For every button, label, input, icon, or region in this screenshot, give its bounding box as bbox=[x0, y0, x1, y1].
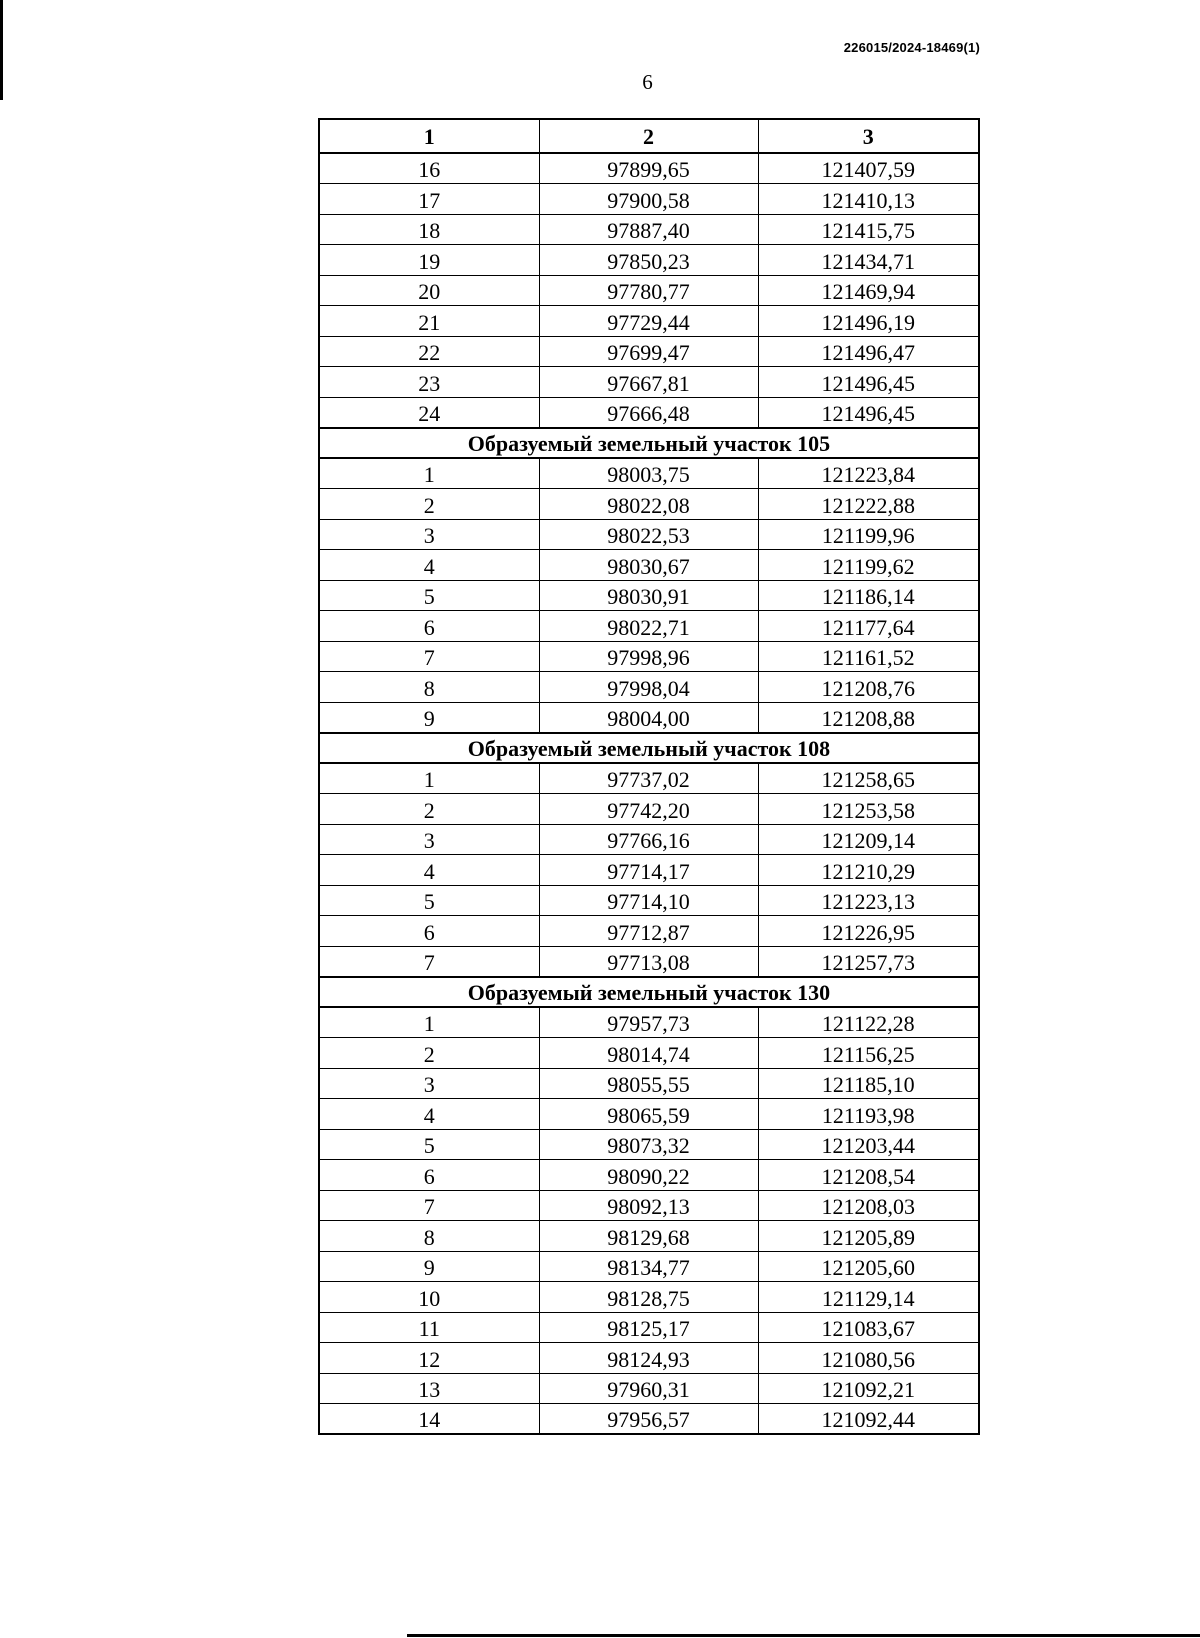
x-coordinate-cell: 98003,75 bbox=[539, 458, 758, 489]
x-coordinate-cell: 98124,93 bbox=[539, 1343, 758, 1374]
point-number-cell: 8 bbox=[319, 672, 539, 703]
y-coordinate-cell: 121080,56 bbox=[758, 1343, 979, 1374]
table-row bbox=[319, 550, 979, 581]
x-coordinate-cell: 97960,31 bbox=[539, 1373, 758, 1404]
document-number: 226015/2024-18469(1) bbox=[843, 40, 980, 55]
table-row bbox=[319, 916, 979, 947]
y-coordinate-cell: 121177,64 bbox=[758, 611, 979, 642]
table-row bbox=[319, 672, 979, 703]
point-number-cell: 3 bbox=[319, 519, 539, 550]
table-row bbox=[319, 397, 979, 428]
y-coordinate-cell: 121253,58 bbox=[758, 794, 979, 825]
x-coordinate-cell: 97729,44 bbox=[539, 306, 758, 337]
x-coordinate-cell: 98004,00 bbox=[539, 702, 758, 733]
x-coordinate-cell: 97714,10 bbox=[539, 885, 758, 916]
point-number-cell: 4 bbox=[319, 550, 539, 581]
x-coordinate-cell: 98055,55 bbox=[539, 1068, 758, 1099]
y-coordinate-cell: 121205,89 bbox=[758, 1221, 979, 1252]
x-coordinate-cell: 97737,02 bbox=[539, 763, 758, 794]
table-row bbox=[319, 1129, 979, 1160]
x-coordinate-cell: 97699,47 bbox=[539, 336, 758, 367]
point-number-cell: 6 bbox=[319, 916, 539, 947]
table-row bbox=[319, 641, 979, 672]
x-coordinate-cell: 98125,17 bbox=[539, 1312, 758, 1343]
x-coordinate-cell: 98092,13 bbox=[539, 1190, 758, 1221]
point-number-cell: 5 bbox=[319, 885, 539, 916]
table-row bbox=[319, 1404, 979, 1435]
x-coordinate-cell: 98065,59 bbox=[539, 1099, 758, 1130]
table-row bbox=[319, 1221, 979, 1252]
point-number-cell: 5 bbox=[319, 1129, 539, 1160]
section-header-row bbox=[319, 428, 979, 459]
x-coordinate-cell: 97899,65 bbox=[539, 153, 758, 184]
y-coordinate-cell: 121415,75 bbox=[758, 214, 979, 245]
table-row bbox=[319, 1373, 979, 1404]
y-coordinate-cell: 121410,13 bbox=[758, 184, 979, 215]
section-title: Образуемый земельный участок 108 bbox=[319, 733, 979, 764]
y-coordinate-cell: 121208,03 bbox=[758, 1190, 979, 1221]
point-number-cell: 6 bbox=[319, 611, 539, 642]
x-coordinate-cell: 97998,04 bbox=[539, 672, 758, 703]
column-header-point: 1 bbox=[319, 119, 539, 153]
x-coordinate-cell: 98022,71 bbox=[539, 611, 758, 642]
y-coordinate-cell: 121185,10 bbox=[758, 1068, 979, 1099]
table-row bbox=[319, 1007, 979, 1038]
y-coordinate-cell: 121199,62 bbox=[758, 550, 979, 581]
y-coordinate-cell: 121083,67 bbox=[758, 1312, 979, 1343]
point-number-cell: 8 bbox=[319, 1221, 539, 1252]
y-coordinate-cell: 121122,28 bbox=[758, 1007, 979, 1038]
y-coordinate-cell: 121496,19 bbox=[758, 306, 979, 337]
table-row bbox=[319, 245, 979, 276]
table-row bbox=[319, 611, 979, 642]
section-header-row bbox=[319, 977, 979, 1008]
point-number-cell: 24 bbox=[319, 397, 539, 428]
point-number-cell: 1 bbox=[319, 1007, 539, 1038]
point-number-cell: 4 bbox=[319, 855, 539, 886]
y-coordinate-cell: 121161,52 bbox=[758, 641, 979, 672]
y-coordinate-cell: 121199,96 bbox=[758, 519, 979, 550]
point-number-cell: 6 bbox=[319, 1160, 539, 1191]
point-number-cell: 7 bbox=[319, 946, 539, 977]
x-coordinate-cell: 98073,32 bbox=[539, 1129, 758, 1160]
table-row bbox=[319, 458, 979, 489]
x-coordinate-cell: 98014,74 bbox=[539, 1038, 758, 1069]
table-row bbox=[319, 1343, 979, 1374]
section-title: Образуемый земельный участок 105 bbox=[319, 428, 979, 459]
x-coordinate-cell: 97742,20 bbox=[539, 794, 758, 825]
table-row bbox=[319, 1068, 979, 1099]
table-row bbox=[319, 184, 979, 215]
table-row bbox=[319, 824, 979, 855]
point-number-cell: 14 bbox=[319, 1404, 539, 1435]
column-header-x: 2 bbox=[539, 119, 758, 153]
y-coordinate-cell: 121496,45 bbox=[758, 367, 979, 398]
y-coordinate-cell: 121092,21 bbox=[758, 1373, 979, 1404]
y-coordinate-cell: 121209,14 bbox=[758, 824, 979, 855]
y-coordinate-cell: 121434,71 bbox=[758, 245, 979, 276]
y-coordinate-cell: 121496,45 bbox=[758, 397, 979, 428]
table-row bbox=[319, 367, 979, 398]
table-row bbox=[319, 1312, 979, 1343]
y-coordinate-cell: 121186,14 bbox=[758, 580, 979, 611]
coordinates-table bbox=[318, 118, 980, 1435]
y-coordinate-cell: 121205,60 bbox=[758, 1251, 979, 1282]
x-coordinate-cell: 98129,68 bbox=[539, 1221, 758, 1252]
point-number-cell: 2 bbox=[319, 489, 539, 520]
x-coordinate-cell: 97666,48 bbox=[539, 397, 758, 428]
table-row bbox=[319, 153, 979, 184]
point-number-cell: 7 bbox=[319, 1190, 539, 1221]
x-coordinate-cell: 97850,23 bbox=[539, 245, 758, 276]
point-number-cell: 13 bbox=[319, 1373, 539, 1404]
y-coordinate-cell: 121223,84 bbox=[758, 458, 979, 489]
point-number-cell: 10 bbox=[319, 1282, 539, 1313]
point-number-cell: 23 bbox=[319, 367, 539, 398]
y-coordinate-cell: 121193,98 bbox=[758, 1099, 979, 1130]
x-coordinate-cell: 97713,08 bbox=[539, 946, 758, 977]
x-coordinate-cell: 97900,58 bbox=[539, 184, 758, 215]
table-row bbox=[319, 794, 979, 825]
x-coordinate-cell: 98022,53 bbox=[539, 519, 758, 550]
section-title: Образуемый земельный участок 130 bbox=[319, 977, 979, 1008]
point-number-cell: 18 bbox=[319, 214, 539, 245]
y-coordinate-cell: 121129,14 bbox=[758, 1282, 979, 1313]
x-coordinate-cell: 97780,77 bbox=[539, 275, 758, 306]
table-row bbox=[319, 855, 979, 886]
table-row bbox=[319, 1282, 979, 1313]
y-coordinate-cell: 121407,59 bbox=[758, 153, 979, 184]
point-number-cell: 9 bbox=[319, 1251, 539, 1282]
y-coordinate-cell: 121203,44 bbox=[758, 1129, 979, 1160]
point-number-cell: 17 bbox=[319, 184, 539, 215]
point-number-cell: 2 bbox=[319, 1038, 539, 1069]
table-row bbox=[319, 1251, 979, 1282]
y-coordinate-cell: 121226,95 bbox=[758, 916, 979, 947]
y-coordinate-cell: 121092,44 bbox=[758, 1404, 979, 1435]
table-body bbox=[319, 153, 979, 1434]
table-row bbox=[319, 214, 979, 245]
x-coordinate-cell: 97998,96 bbox=[539, 641, 758, 672]
y-coordinate-cell: 121208,54 bbox=[758, 1160, 979, 1191]
point-number-cell: 20 bbox=[319, 275, 539, 306]
x-coordinate-cell: 98030,91 bbox=[539, 580, 758, 611]
table-row bbox=[319, 1160, 979, 1191]
table-row bbox=[319, 489, 979, 520]
point-number-cell: 19 bbox=[319, 245, 539, 276]
x-coordinate-cell: 98128,75 bbox=[539, 1282, 758, 1313]
table-row bbox=[319, 580, 979, 611]
y-coordinate-cell: 121208,88 bbox=[758, 702, 979, 733]
table-row bbox=[319, 519, 979, 550]
y-coordinate-cell: 121257,73 bbox=[758, 946, 979, 977]
point-number-cell: 3 bbox=[319, 824, 539, 855]
point-number-cell: 9 bbox=[319, 702, 539, 733]
table-row bbox=[319, 702, 979, 733]
x-coordinate-cell: 97956,57 bbox=[539, 1404, 758, 1435]
x-coordinate-cell: 97887,40 bbox=[539, 214, 758, 245]
table-row bbox=[319, 306, 979, 337]
table-header-row bbox=[319, 119, 979, 153]
point-number-cell: 21 bbox=[319, 306, 539, 337]
point-number-cell: 2 bbox=[319, 794, 539, 825]
x-coordinate-cell: 98030,67 bbox=[539, 550, 758, 581]
table-row bbox=[319, 885, 979, 916]
y-coordinate-cell: 121222,88 bbox=[758, 489, 979, 520]
x-coordinate-cell: 98022,08 bbox=[539, 489, 758, 520]
y-coordinate-cell: 121223,13 bbox=[758, 885, 979, 916]
x-coordinate-cell: 97667,81 bbox=[539, 367, 758, 398]
table-row bbox=[319, 946, 979, 977]
table-row bbox=[319, 1190, 979, 1221]
column-header-y: 3 bbox=[758, 119, 979, 153]
point-number-cell: 7 bbox=[319, 641, 539, 672]
x-coordinate-cell: 97712,87 bbox=[539, 916, 758, 947]
point-number-cell: 22 bbox=[319, 336, 539, 367]
point-number-cell: 1 bbox=[319, 458, 539, 489]
section-header-row bbox=[319, 733, 979, 764]
table-row bbox=[319, 763, 979, 794]
table-row bbox=[319, 1038, 979, 1069]
point-number-cell: 12 bbox=[319, 1343, 539, 1374]
y-coordinate-cell: 121469,94 bbox=[758, 275, 979, 306]
point-number-cell: 4 bbox=[319, 1099, 539, 1130]
x-coordinate-cell: 98134,77 bbox=[539, 1251, 758, 1282]
y-coordinate-cell: 121496,47 bbox=[758, 336, 979, 367]
table-row bbox=[319, 336, 979, 367]
table-row bbox=[319, 275, 979, 306]
point-number-cell: 5 bbox=[319, 580, 539, 611]
y-coordinate-cell: 121156,25 bbox=[758, 1038, 979, 1069]
point-number-cell: 3 bbox=[319, 1068, 539, 1099]
y-coordinate-cell: 121210,29 bbox=[758, 855, 979, 886]
x-coordinate-cell: 97766,16 bbox=[539, 824, 758, 855]
point-number-cell: 1 bbox=[319, 763, 539, 794]
scan-edge-mark-bottom bbox=[407, 1634, 1200, 1637]
table-row bbox=[319, 1099, 979, 1130]
page-number: 6 bbox=[642, 70, 653, 94]
x-coordinate-cell: 97714,17 bbox=[539, 855, 758, 886]
y-coordinate-cell: 121208,76 bbox=[758, 672, 979, 703]
x-coordinate-cell: 97957,73 bbox=[539, 1007, 758, 1038]
x-coordinate-cell: 98090,22 bbox=[539, 1160, 758, 1191]
y-coordinate-cell: 121258,65 bbox=[758, 763, 979, 794]
point-number-cell: 16 bbox=[319, 153, 539, 184]
point-number-cell: 11 bbox=[319, 1312, 539, 1343]
